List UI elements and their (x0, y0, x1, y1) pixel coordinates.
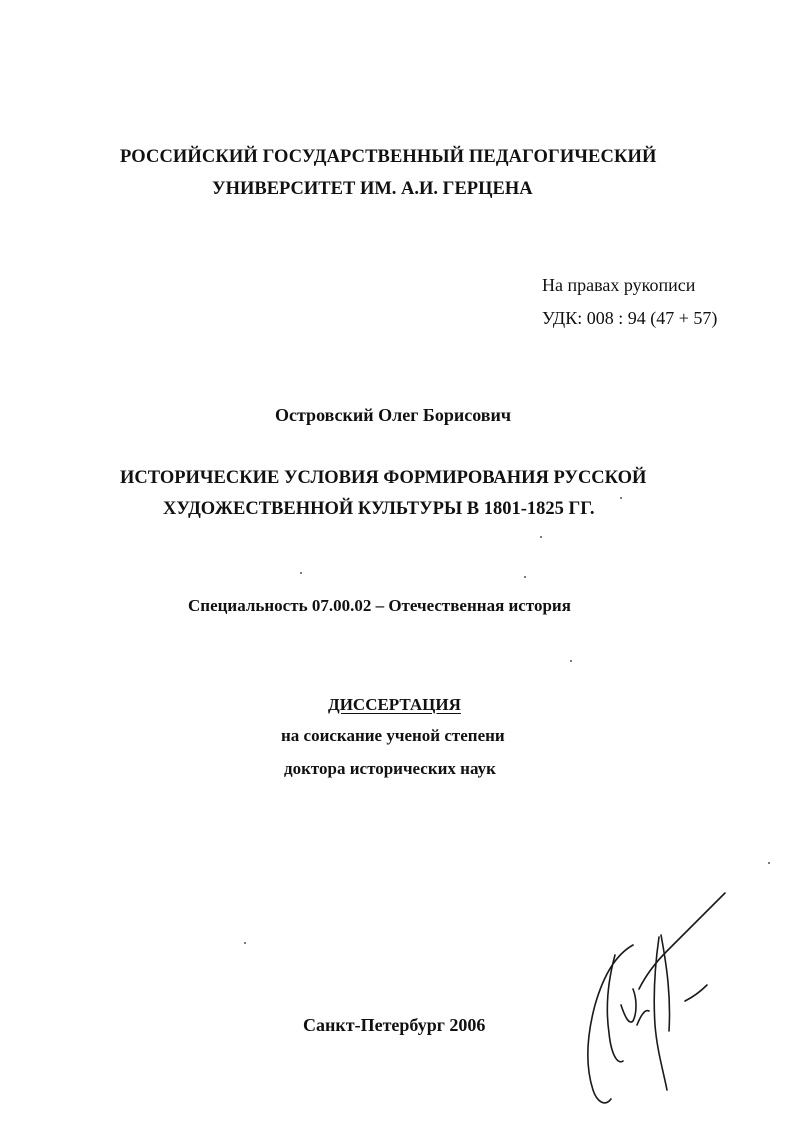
scan-speck (540, 536, 542, 538)
udk-code: УДК: 008 : 94 (47 + 57) (542, 308, 718, 328)
city-year: Санкт-Петербург 2006 (303, 1015, 486, 1035)
scan-speck (620, 497, 622, 499)
scan-speck (300, 572, 302, 574)
signature-ink-icon (575, 885, 735, 1110)
degree-line-1: на соискание ученой степени (281, 726, 505, 745)
title-line-2: ХУДОЖЕСТВЕННОЙ КУЛЬТУРЫ В 1801-1825 ГГ. (163, 499, 595, 519)
scan-speck (570, 660, 572, 662)
title-line-1: ИСТОРИЧЕСКИЕ УСЛОВИЯ ФОРМИРОВАНИЯ РУССКОЙ (120, 468, 647, 488)
handwritten-signature (575, 885, 735, 1110)
institution-line-2: УНИВЕРСИТЕТ ИМ. А.И. ГЕРЦЕНА (212, 179, 533, 199)
rights-note: На правах рукописи (542, 275, 696, 295)
author-name: Островский Олег Борисович (275, 405, 511, 425)
scan-speck (768, 862, 770, 864)
degree-line-2: доктора исторических наук (284, 759, 496, 778)
institution-line-1: РОССИЙСКИЙ ГОСУДАРСТВЕННЫЙ ПЕДАГОГИЧЕСКИЙ (120, 147, 657, 167)
scan-speck (244, 942, 246, 944)
scan-speck (524, 576, 526, 578)
work-type-heading: ДИССЕРТАЦИЯ (328, 695, 461, 714)
specialty-line: Специальность 07.00.02 – Отечественная история (188, 596, 571, 615)
